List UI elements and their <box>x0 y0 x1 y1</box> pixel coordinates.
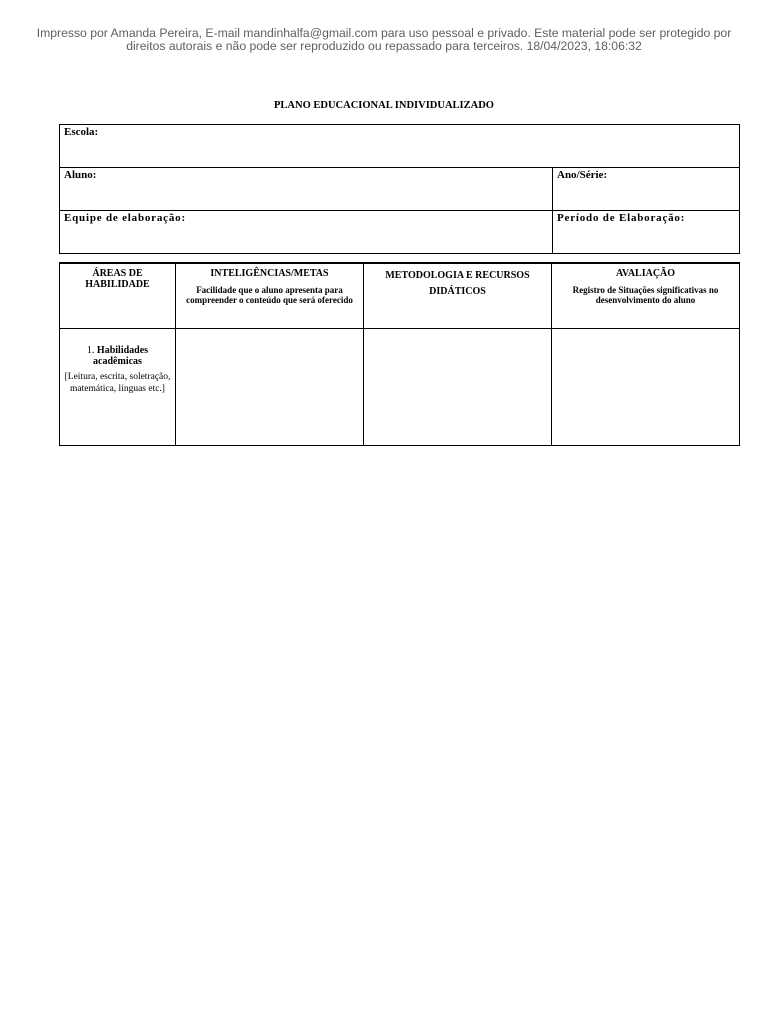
student-info-table <box>59 124 740 254</box>
area-examples: [Leitura, escrita, soletração, matemática, línguas etc.] <box>64 372 171 394</box>
methodology-cell <box>364 329 552 446</box>
watermark-line-2: direitos autorais e não pode ser reproduzido ou repassado para terceiros. 18/04/2023, 18:06:32 <box>126 39 642 53</box>
school-row <box>60 125 740 168</box>
area-item <box>63 345 172 367</box>
area-name: Habilidades acadêmicas <box>93 345 149 367</box>
table-row <box>60 329 740 446</box>
intelligences-cell <box>176 329 364 446</box>
area-number: 1. <box>86 345 95 356</box>
education-plan-table <box>59 262 740 446</box>
area-cell <box>60 329 176 446</box>
header-intelligences <box>176 263 364 329</box>
header-areas <box>60 263 176 329</box>
evaluation-cell <box>552 329 740 446</box>
period-label: Período de Elaboração: <box>553 211 740 254</box>
header-areas-title: ÁREAS DE HABILIDADE <box>85 268 150 290</box>
student-label: Aluno: <box>60 168 553 211</box>
print-watermark <box>0 27 768 53</box>
header-evaluation-title: AVALIAÇÃO <box>615 268 676 279</box>
team-label: Equipe de elaboração: <box>60 211 553 254</box>
school-label: Escola: <box>60 125 740 168</box>
header-intelligences-title: INTELIGÊNCIAS/METAS <box>210 268 329 279</box>
header-evaluation <box>552 263 740 329</box>
grade-label: Ano/Série: <box>553 168 740 211</box>
plan-header-row <box>60 263 740 329</box>
team-row <box>60 211 740 254</box>
header-evaluation-subtitle: Registro de Situações significativas no desenvolvimento do aluno <box>572 285 719 305</box>
watermark-line-1: Impresso por Amanda Pereira, E-mail mandinhalfa@gmail.com para uso pessoal e privado. Este material pode ser protegido por <box>36 26 732 40</box>
document-title: PLANO EDUCACIONAL INDIVIDUALIZADO <box>274 100 494 111</box>
student-row <box>60 168 740 211</box>
header-intelligences-subtitle: Facilidade que o aluno apresenta para compreender o conteúdo que será oferecido <box>186 285 353 305</box>
header-methodology-title: METODOLOGIA E RECURSOS DIDÁTICOS <box>385 270 530 297</box>
header-methodology <box>364 263 552 329</box>
